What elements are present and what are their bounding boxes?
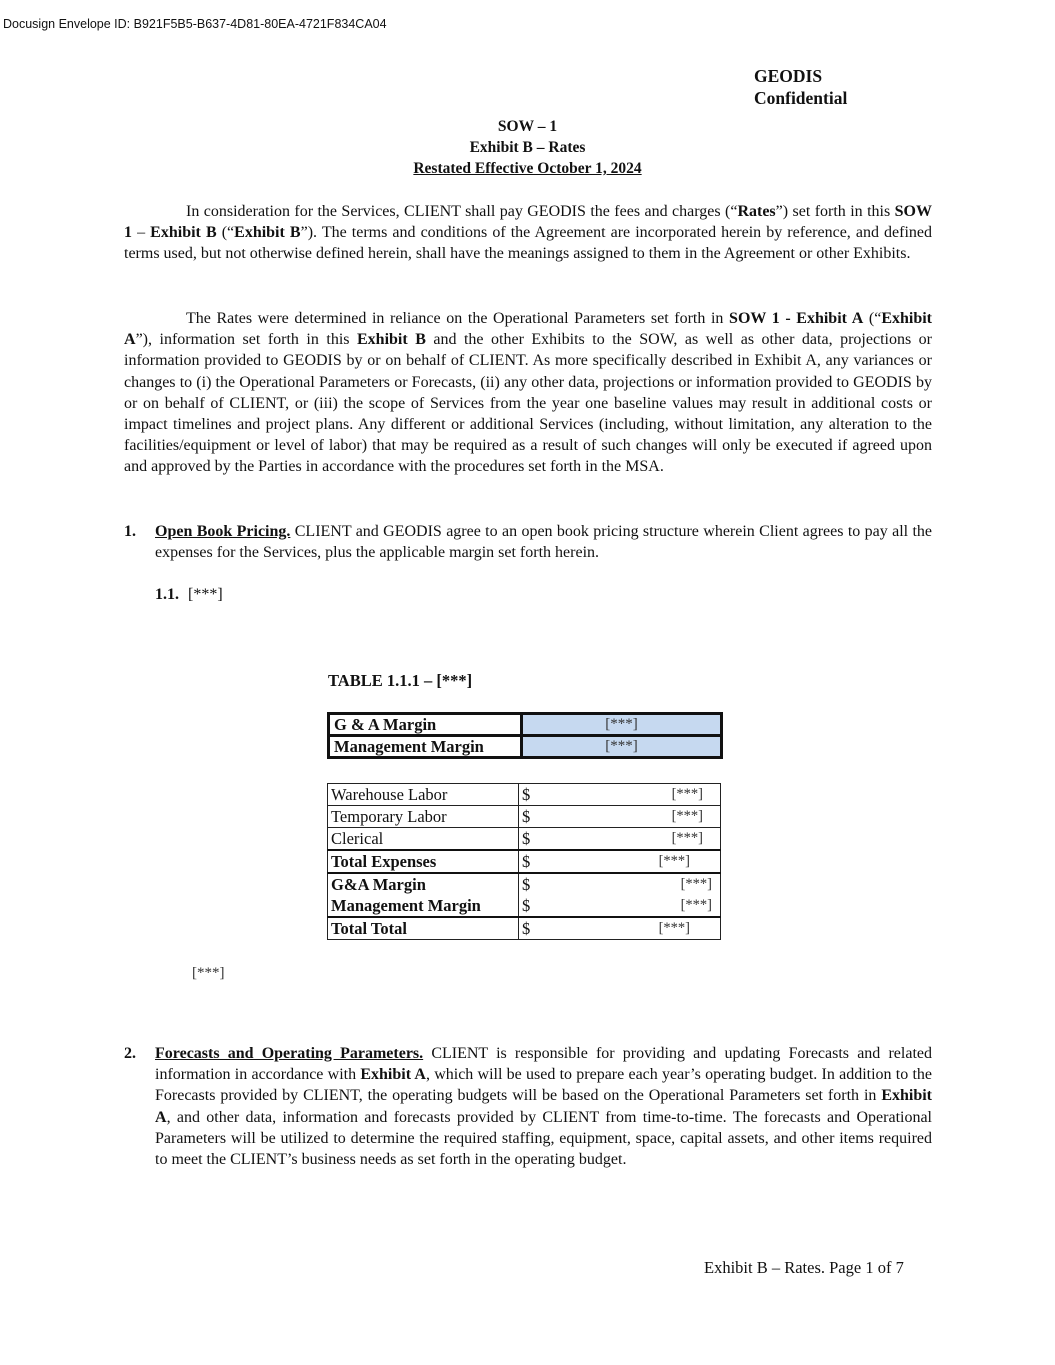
table-row [328, 917, 721, 940]
table-row [328, 828, 721, 851]
section-2: 2. Forecasts and Operating Parameters. CLIENT is responsible for providing and updating Forecasts and related information in accordance with Exhibit A, which will be used to prepare each year’s operating budget. In addition to the Forecasts provided by CLIENT, the operating budgets will be based on the Operational Parameters set forth in Exhibit A, and other data, information and forecasts provided by CLIENT from time-to-time. The forecasts and Operational Parameters will be utilized to determine the required staffing, equipment, space, capital assets, and other items required to meet the CLIENT’s business needs as set forth in the operating budget. [124, 1045, 933, 1169]
currency-symbol: $ [522, 896, 531, 915]
intro-paragraph-2: The Rates were determined in reliance on the Operational Parameters set forth in SOW 1 - Exhibit A (“Exhibit A”), information set forth in this Exhibit B and the other Exhibits to the SOW, as well as other data, projections or information provided to GEODIS by or on behalf of CLIENT. As more specifically described in Exhibit A, any variances or changes to (i) the Operational Parameters or Forecasts, (ii) any other data, projections or information provided to GEODIS by or on behalf of CLIENT, or (iii) the scope of Services from the year one baseline values may result in additional costs or impact timelines and project plans. Any different or additional Services (including, without limitation, any alteration to the facilities/equipment or level of labor) that may be required as a result of such changes will only be executed if agreed upon and approved by the Parties in accordance with the procedures set forth in the MSA. [124, 310, 933, 476]
subsection-number: 1.1. [155, 586, 179, 603]
sow-title: SOW – 1 [497, 118, 558, 135]
expense-label: Clerical [328, 828, 519, 851]
exhibit-title: Exhibit B – Rates [469, 139, 586, 156]
currency-symbol: $ [522, 852, 531, 871]
management-margin-amount: [***] [680, 897, 712, 913]
total-total-amount: [***] [658, 920, 690, 936]
section-1-heading: Open Book Pricing. [155, 523, 291, 540]
management-margin-value: [***] [522, 736, 722, 758]
effective-date: Restated Effective October 1, 2024 [413, 160, 642, 177]
expenses-table [327, 783, 721, 940]
expense-amount: [***] [671, 786, 703, 802]
section-2-heading: Forecasts and Operating Parameters. [155, 1045, 424, 1062]
redacted-note: [***] [192, 965, 225, 981]
subsection-1-1 [155, 586, 223, 604]
table-row [329, 714, 722, 736]
management-margin-label: Management Margin [329, 736, 522, 758]
currency-symbol: $ [522, 829, 531, 848]
document-titles [0, 116, 1055, 179]
document-header [754, 65, 847, 109]
expense-label: Temporary Labor [328, 806, 519, 828]
ga-margin-amount: [***] [680, 876, 712, 892]
margin-table [327, 712, 723, 759]
table-row [328, 850, 721, 873]
table-row [329, 736, 722, 758]
ga-margin-value: [***] [522, 714, 722, 736]
expense-amount: [***] [671, 808, 703, 824]
table-row [328, 784, 721, 806]
expense-label: Warehouse Labor [328, 784, 519, 806]
table-row [328, 806, 721, 828]
total-expenses-label: Total Expenses [328, 850, 519, 873]
confidential-label: Confidential [754, 88, 848, 108]
section-1 [124, 521, 932, 563]
management-margin-row-label: Management Margin [331, 896, 481, 915]
total-expenses-amount: [***] [658, 853, 690, 869]
intro-paragraph-1: In consideration for the Services, CLIENT shall pay GEODIS the fees and charges (“Rates”) set forth in this SOW 1 – Exhibit B (“Exhibit B”). The terms and conditions of the Agreement are incorporated herein by reference, and defined terms used, but not otherwise defined herein, shall have the meanings assigned to them in the Agreement or other Exhibits. [124, 203, 933, 263]
currency-symbol: $ [522, 919, 531, 938]
ga-margin-label: G & A Margin [329, 714, 522, 736]
page-footer: Exhibit B – Rates. Page 1 of 7 [704, 1258, 904, 1277]
section-1-number: 1. [124, 523, 136, 540]
table-row [328, 873, 721, 917]
subsection-text: [***] [188, 586, 223, 603]
ga-margin-row-label: G&A Margin [331, 875, 426, 894]
table-title: TABLE 1.1.1 – [***] [328, 671, 473, 690]
expense-amount: [***] [671, 830, 703, 846]
section-1-text: CLIENT and GEODIS agree to an open book pricing structure wherein Client agrees to pay all the expenses for the Services, plus the applicable margin set forth herein. [155, 523, 933, 562]
total-total-label: Total Total [328, 917, 519, 940]
section-2-number: 2. [124, 1045, 136, 1062]
company-name: GEODIS [754, 66, 823, 86]
currency-symbol: $ [522, 807, 531, 826]
docusign-envelope-id: Docusign Envelope ID: B921F5B5-B637-4D81-80EA-4721F834CA04 [3, 17, 387, 31]
currency-symbol: $ [522, 875, 531, 894]
currency-symbol: $ [522, 785, 531, 804]
